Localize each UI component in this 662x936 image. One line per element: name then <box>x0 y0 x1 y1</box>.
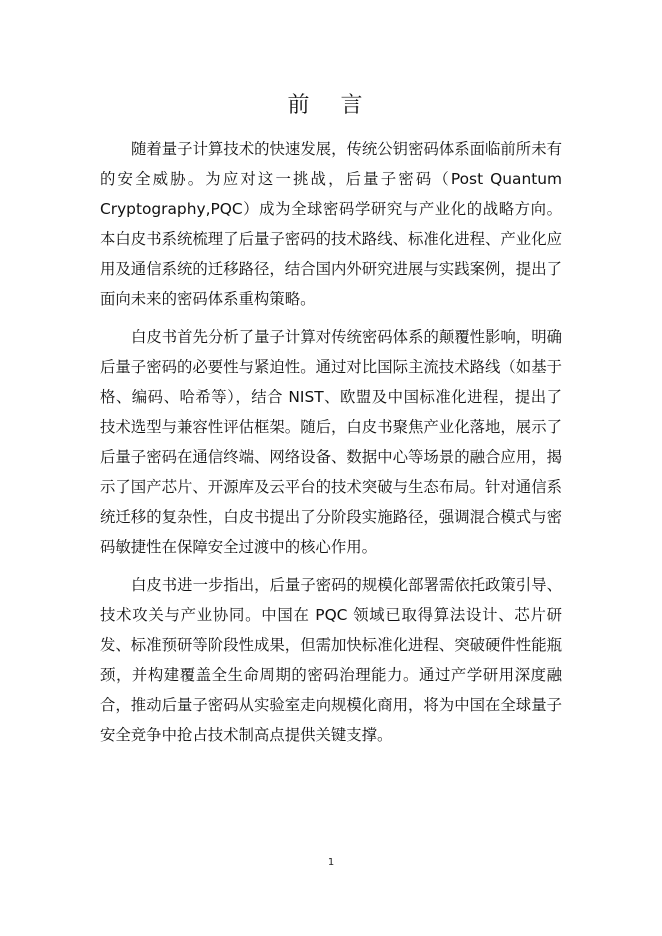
paragraph-3: 白皮书进一步指出，后量子密码的规模化部署需依托政策引导、技术攻关与产业协同。中国在 PQC 领域已取得算法设计、芯片研发、标准预研等阶段性成果，但需加快标准化进程、突破硬件性能瓶颈，并构建覆盖全生命周期的密码治理能力。通过产学研用深度融合，推动后量子密码从实验室走向规模化商用，将为中国在全球量子安全竞争中抢占技术制高点提供关键支撑。 <box>100 576 562 744</box>
page-number: 1 <box>327 857 335 868</box>
paragraph-1: 随着量子计算技术的快速发展，传统公钥密码体系面临前所未有的安全威胁。为应对这一挑战，后量子密码（Post Quantum Cryptography,PQC）成为全球密码学研究与产业化的战略方向。本白皮书系统梳理了后量子密码的技术路线、标准化进程、产业化应用及通信系统的迁移路径，结合国内外研究进展与实践案例，提出了面向未来的密码体系重构策略。 <box>100 140 562 308</box>
body-text <box>100 134 562 758</box>
page-title: 前 言 <box>287 93 375 118</box>
paragraph-2: 白皮书首先分析了量子计算对传统密码体系的颠覆性影响，明确后量子密码的必要性与紧迫性。通过对比国际主流技术路线（如基于格、编码、哈希等），结合 NIST、欧盟及中国标准化进程，提出了技术选型与兼容性评估框架。随后，白皮书聚焦产业化落地，展示了后量子密码在通信终端、网络设备、数据中心等场景的融合应用，揭示了国产芯片、开源库及云平台的技术突破与生态布局。针对通信系统迁移的复杂性，白皮书提出了分阶段实施路径，强调混合模式与密码敏捷性在保障安全过渡中的核心作用。 <box>100 328 562 556</box>
